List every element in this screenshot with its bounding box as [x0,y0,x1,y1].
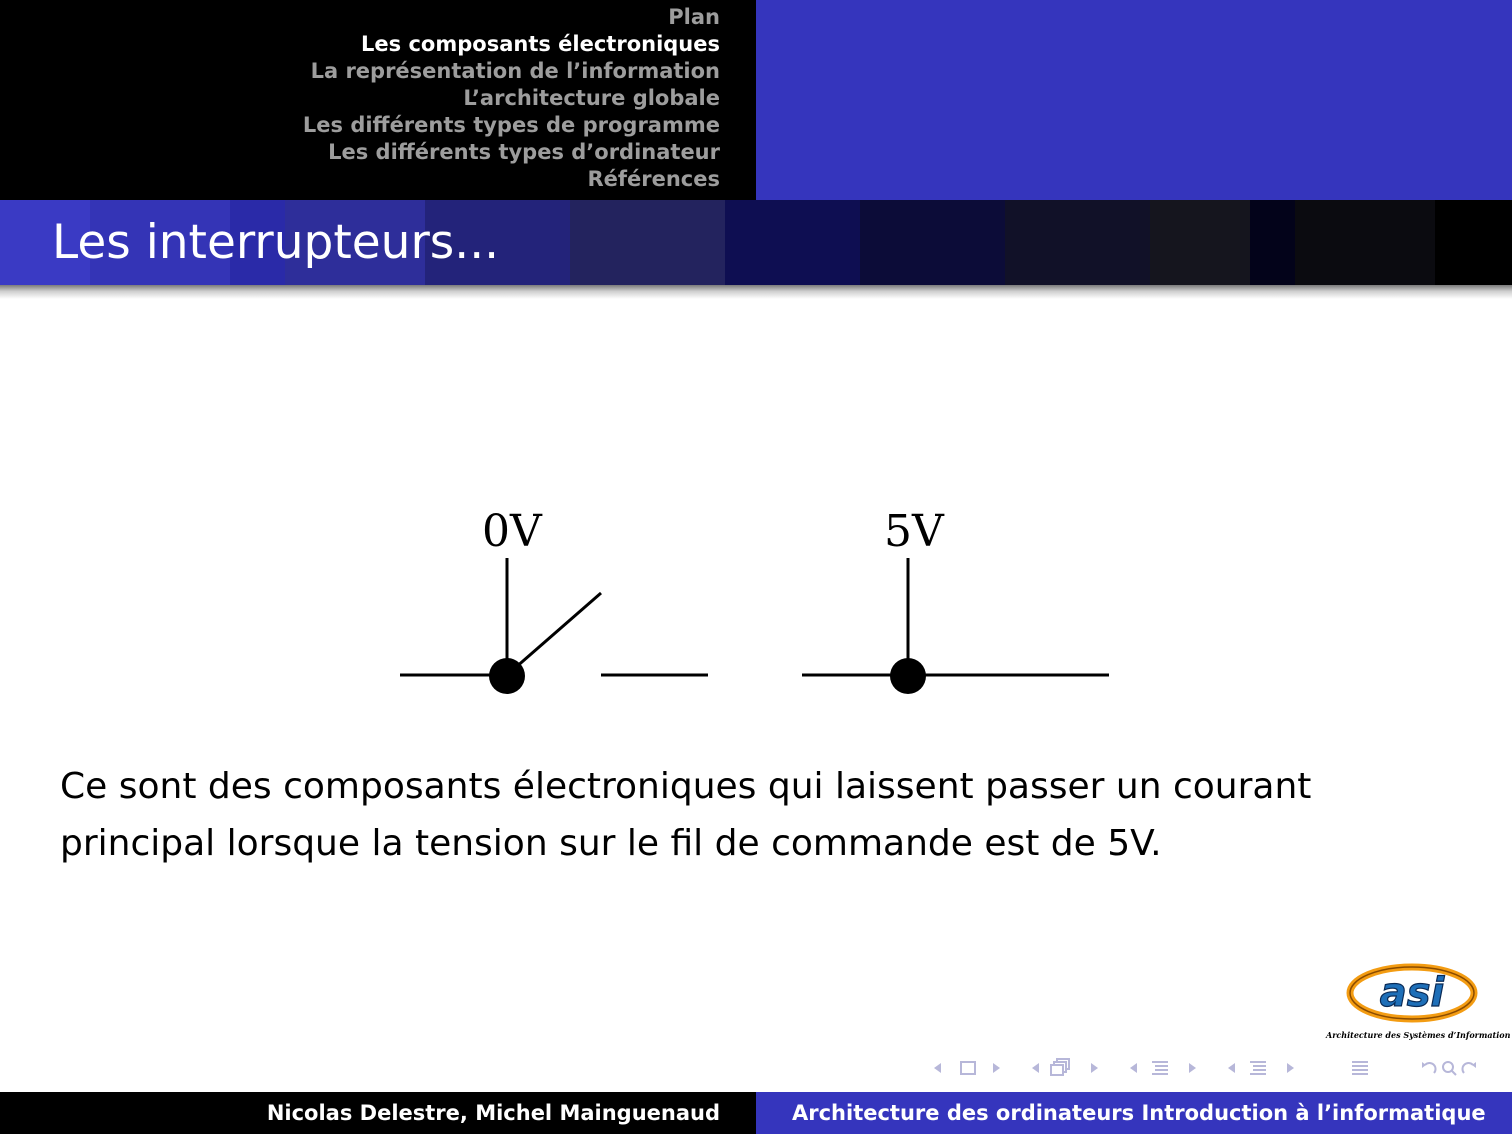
closed-switch-voltage-label: 5V [884,506,944,557]
section-icon[interactable] [1148,1056,1172,1080]
open-blade [507,593,601,675]
header-blue-panel [756,0,1512,200]
section-next-icon[interactable] [1184,1056,1200,1080]
subsection-next-icon[interactable] [1086,1056,1102,1080]
title-bar-segment [1250,200,1295,285]
outline-icon[interactable] [1348,1056,1372,1080]
slide-title: Les interrupteurs... [52,215,500,270]
slide-next-icon[interactable] [1282,1056,1298,1080]
footer-right [756,1092,1512,1134]
slide-prev-icon[interactable] [1224,1056,1240,1080]
search-icon[interactable] [1440,1056,1458,1080]
nav-item[interactable]: Références [587,167,720,191]
nav-item[interactable]: L’architecture globale [463,86,720,110]
title-bar-segment [860,200,1005,285]
section-prev-icon[interactable] [1126,1056,1142,1080]
logo-caption: Architecture des Systèmes d’Information [1326,1030,1511,1040]
pivot-node [489,658,525,694]
title-bar-shadow [0,285,1512,299]
nav-item[interactable]: Les différents types de programme [302,113,720,137]
beamer-nav-symbols [930,1056,1470,1084]
slide-body-text: Ce sont des composants électroniques qui laissent passer un courant principal lorsque la tension sur le fil de commande est de 5V. [60,766,1312,864]
closed-switch [802,506,1109,694]
open-switch [400,506,708,694]
title-bar-segment [1295,200,1435,285]
switch-diagram [380,490,1140,720]
footer-left [0,1092,756,1134]
subsection-icon[interactable] [1048,1056,1074,1080]
redo-icon[interactable] [1460,1056,1478,1080]
frame-next-icon[interactable] [988,1056,1004,1080]
title-bar-segment [725,200,860,285]
nav-item[interactable]: Les différents types d’ordinateur [328,140,720,164]
footer-presentation-title: Architecture des ordinateurs Introduction à l’informatique [792,1101,1486,1125]
title-bar-segment [1005,200,1150,285]
section-nav-list [303,4,720,193]
subsection-prev-icon[interactable] [1028,1056,1044,1080]
nav-item[interactable]: Les composants électroniques [361,32,720,56]
title-bar-segment [1435,200,1512,285]
logo-text: asi [1379,970,1445,1016]
footer-authors: Nicolas Delestre, Michel Mainguenaud [266,1101,720,1125]
open-switch-voltage-label: 0V [482,506,542,557]
title-bar-segment [1150,200,1250,285]
nav-item[interactable]: La représentation de l’information [310,59,720,83]
nav-item[interactable]: Plan [668,5,720,29]
frame-icon[interactable] [956,1056,980,1080]
title-bar-segment [570,200,725,285]
pivot-node [890,658,926,694]
slide-icon[interactable] [1246,1056,1270,1080]
frame-prev-icon[interactable] [930,1056,946,1080]
undo-icon[interactable] [1420,1056,1438,1080]
header-nav-panel [0,0,756,200]
